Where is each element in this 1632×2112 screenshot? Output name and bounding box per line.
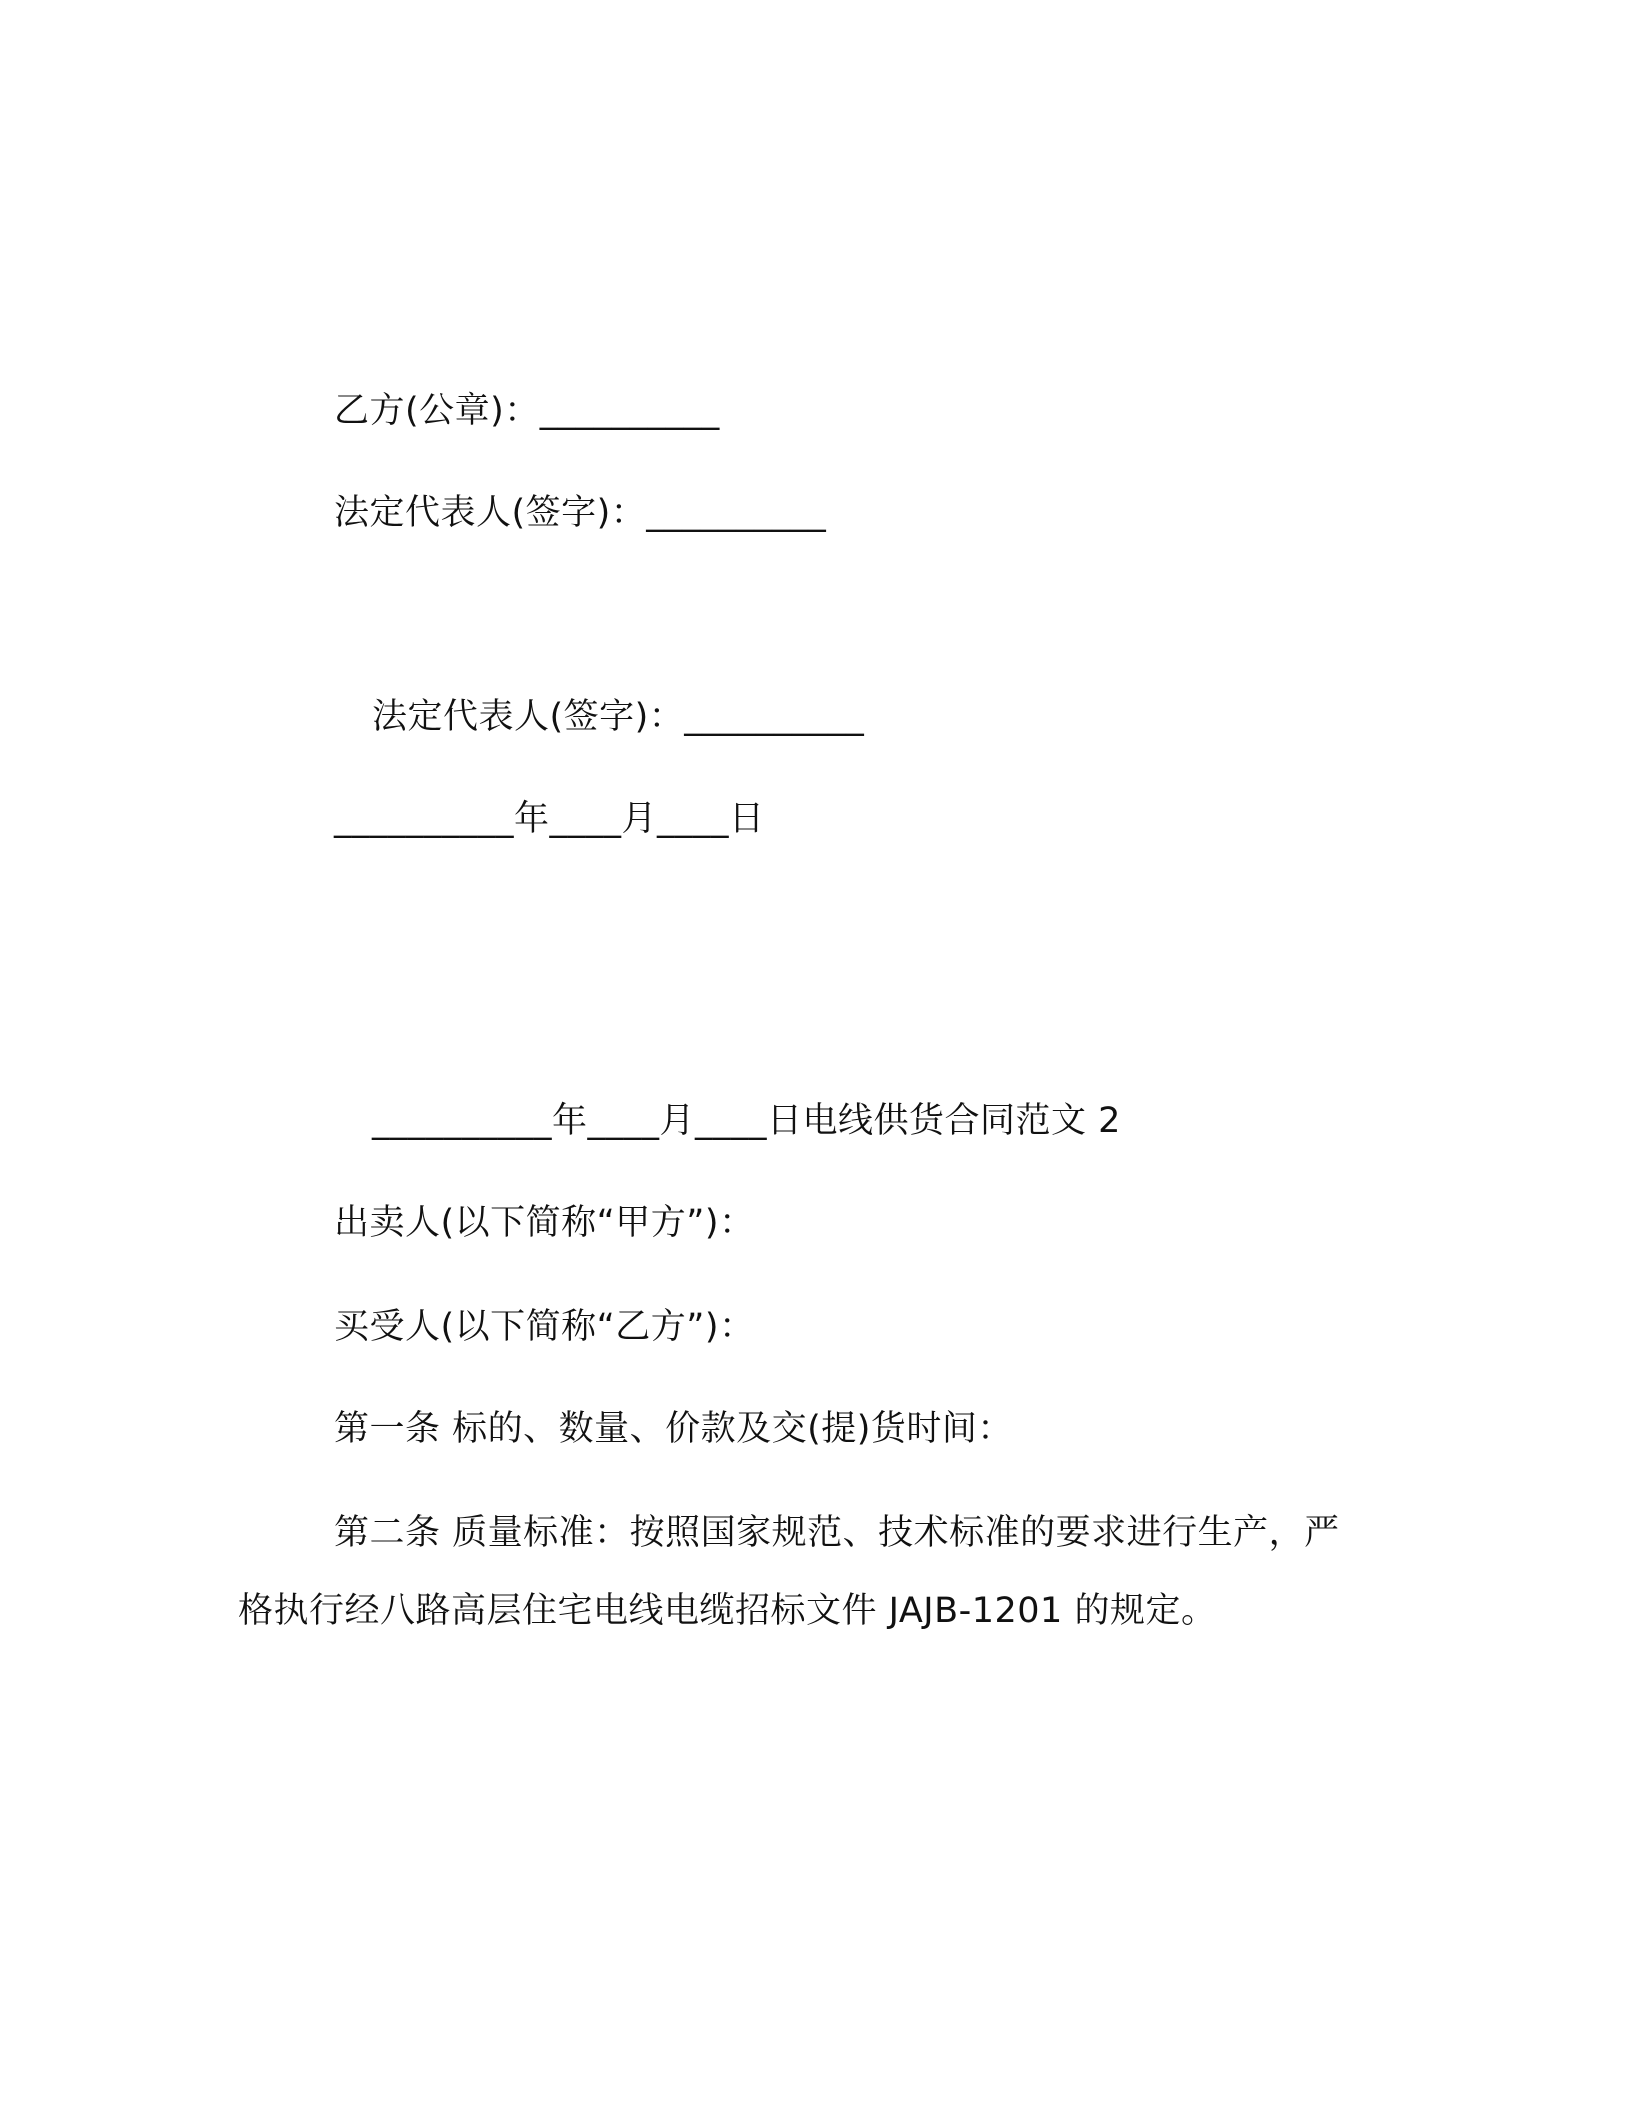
- party-b-seal-line: 乙方(公章)：__________: [334, 391, 720, 431]
- date-line: __________年____月____日: [334, 799, 765, 839]
- article-2-line-2: 格执行经八路高层住宅电线电缆招标文件 JAJB-1201 的规定。: [238, 1591, 1217, 1631]
- seller-line: 出卖人(以下简称“甲方”)：: [334, 1203, 755, 1243]
- legal-representative-line-2: 法定代表人(签字)：__________: [372, 697, 865, 737]
- article-2-line-1: 第二条 质量标准：按照国家规范、技术标准的要求进行生产，严: [334, 1513, 1340, 1553]
- legal-representative-line: 法定代表人(签字)：__________: [334, 493, 827, 533]
- article-1: 第一条 标的、数量、价款及交(提)货时间：: [334, 1409, 1013, 1449]
- contract-title: __________年____月____日电线供货合同范文 2: [372, 1101, 1121, 1141]
- buyer-line: 买受人(以下简称“乙方”)：: [334, 1307, 755, 1347]
